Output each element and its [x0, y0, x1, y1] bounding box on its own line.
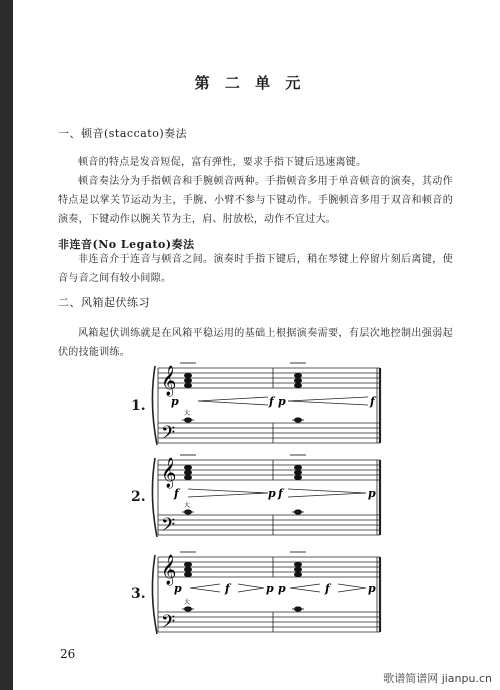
dynamic-mid-3: f — [225, 582, 230, 595]
dynamic-start-3b: p — [278, 582, 286, 595]
dynamic-end-1b: f — [370, 395, 375, 408]
unit-title: 第 二 单 元 — [194, 74, 306, 92]
dynamic-start-1b: p — [278, 395, 286, 408]
exercise-number-1: 1. — [131, 398, 146, 414]
site-watermark: 歌谱简谱网 jianpu.cn — [383, 672, 492, 685]
dynamic-start-3: p — [174, 582, 182, 595]
bass-clef-icon: 𝄢 — [161, 515, 176, 540]
dynamic-end-3b: p — [368, 582, 376, 595]
treble-clef-icon: 𝄞 — [161, 458, 177, 488]
dynamic-end-2b: p — [368, 487, 376, 500]
page-number: 26 — [60, 647, 76, 661]
bass-clef-icon: 𝄢 — [161, 423, 176, 448]
non-legato-paragraph — [58, 250, 453, 288]
bass-mark-2: 大 — [184, 502, 191, 509]
dynamic-end-2: p — [268, 487, 276, 500]
exercise-number-3: 3. — [131, 586, 146, 602]
bellows-paragraph — [58, 324, 453, 362]
score-exercise-1 — [128, 358, 388, 453]
dynamic-end-3: p — [266, 582, 274, 595]
score-exercise-3 — [128, 547, 388, 642]
bass-mark-1: 大 — [184, 410, 191, 417]
non-legato-text: 非连音介于连音与顿音之间。演奏时手指下键后，稍在琴键上停留片刻后离键，使音与音之间有较小间隙。 — [58, 254, 453, 284]
bass-mark-3: 大 — [184, 599, 191, 606]
score-exercise-2 — [128, 450, 388, 545]
page-edge-shadow — [0, 0, 13, 690]
section-heading-staccato: 一、顿音(staccato)奏法 — [58, 127, 188, 140]
score-1-svg — [128, 358, 388, 453]
exercise-number-2: 2. — [131, 489, 146, 505]
staccato-text — [58, 153, 453, 229]
score-2-svg — [128, 450, 388, 545]
section-heading-non-legato: 非连音(No Legato)奏法 — [58, 238, 195, 251]
bellows-text: 风箱起伏训练就是在风箱平稳运用的基础上根据演奏需要，有层次地控制出强弱起伏的技能训练。 — [58, 328, 453, 358]
dynamic-end-1: f — [269, 395, 274, 408]
dynamic-mid-3b: f — [325, 582, 330, 595]
bass-clef-icon: 𝄢 — [161, 612, 176, 637]
dynamic-start-2: f — [174, 487, 179, 500]
section-heading-bellows: 二、风箱起伏练习 — [58, 296, 150, 309]
score-3-svg — [128, 547, 388, 642]
treble-clef-icon: 𝄞 — [161, 366, 177, 396]
dynamic-start-2b: f — [278, 487, 283, 500]
staccato-paragraph-1: 顿音的特点是发音短促，富有弹性，要求手指下键后迅速离键。 — [78, 157, 367, 168]
staccato-paragraph-2: 顿音奏法分为手指顿音和手腕顿音两种。手指顿音多用于单音顿音的演奏，其动作特点是以掌关节运动为主，手腕、小臂不参与下键动作。手腕顿音多用于双音和顿音的演奏，下键动作以腕关节为主，肩、肘放松，动作不宜过大。 — [58, 176, 453, 225]
dynamic-start-1: p — [171, 395, 179, 408]
treble-clef-icon: 𝄞 — [161, 555, 177, 585]
